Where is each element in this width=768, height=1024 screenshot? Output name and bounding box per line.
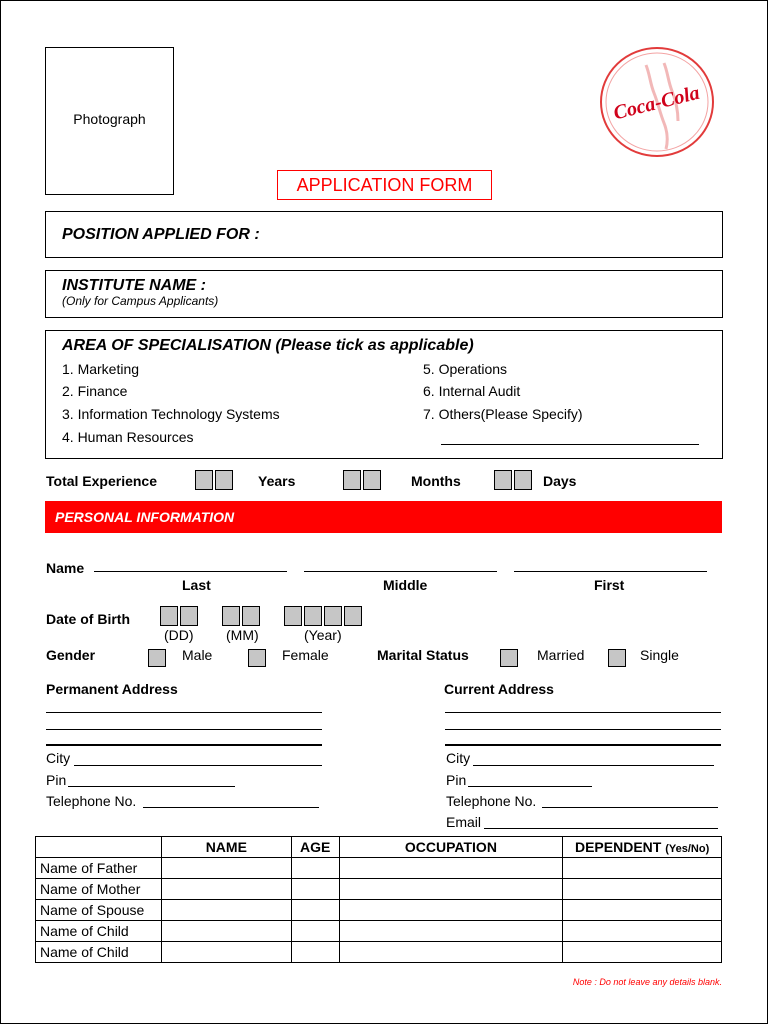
single-label: Single [640, 647, 679, 663]
current-address-heading: Current Address [444, 681, 554, 697]
current-email-label: Email [446, 814, 482, 830]
total-experience-label: Total Experience [46, 473, 158, 489]
permanent-city-label: City [46, 750, 71, 766]
specialisation-item[interactable]: 3. Information Technology Systems [62, 406, 280, 422]
permanent-pin-line[interactable] [68, 786, 235, 787]
others-specify-line[interactable] [441, 444, 699, 445]
institute-name-label: INSTITUTE NAME : [62, 277, 206, 294]
years-label: Years [258, 473, 296, 489]
table-cell-occupation[interactable] [339, 879, 563, 900]
married-checkbox[interactable] [500, 649, 518, 667]
dob-month-cell[interactable] [222, 606, 240, 626]
photograph-box[interactable] [45, 47, 174, 195]
table-cell-occupation[interactable] [339, 900, 563, 921]
single-checkbox[interactable] [608, 649, 626, 667]
page-title: APPLICATION FORM [296, 175, 473, 195]
position-applied-label: POSITION APPLIED FOR : [62, 226, 260, 243]
table-cell-occupation[interactable] [339, 921, 563, 942]
first-name-caption: First [594, 577, 625, 593]
table-cell-name[interactable] [161, 879, 291, 900]
table-cell-age[interactable] [291, 879, 339, 900]
current-telephone-label: Telephone No. [446, 793, 537, 809]
table-cell-dependent[interactable] [563, 900, 722, 921]
middle-name-line[interactable] [304, 571, 497, 572]
dob-day-cell[interactable] [180, 606, 198, 626]
male-checkbox[interactable] [148, 649, 166, 667]
permanent-address-heading: Permanent Address [46, 681, 178, 697]
table-cell-age[interactable] [291, 900, 339, 921]
dependent-header-label: DEPENDENT [574, 839, 662, 855]
row-label: Name of Mother [36, 879, 162, 900]
institute-name-field[interactable] [45, 270, 723, 318]
permanent-telephone-line[interactable] [143, 807, 319, 808]
table-cell-occupation[interactable] [339, 942, 563, 963]
permanent-pin-label: Pin [46, 772, 67, 788]
dependent-header-suffix: (Yes/No) [665, 843, 710, 855]
table-header-row [36, 837, 722, 858]
table-header-cell [36, 837, 162, 858]
experience-days-cell[interactable] [514, 470, 532, 490]
photograph-label: Photograph [73, 111, 146, 127]
family-details-table [35, 836, 722, 963]
dob-year-cell[interactable] [344, 606, 362, 626]
table-cell-name[interactable] [161, 942, 291, 963]
current-pin-line[interactable] [468, 786, 592, 787]
table-cell-age[interactable] [291, 921, 339, 942]
current-address-line[interactable] [445, 744, 721, 746]
table-cell-age[interactable] [291, 858, 339, 879]
current-city-label: City [446, 750, 471, 766]
experience-years-cell[interactable] [215, 470, 233, 490]
table-row [36, 879, 722, 900]
table-row [36, 858, 722, 879]
experience-years-cell[interactable] [195, 470, 213, 490]
experience-months-cell[interactable] [363, 470, 381, 490]
married-label: Married [537, 647, 585, 663]
permanent-city-line[interactable] [74, 765, 322, 766]
specialisation-item[interactable]: 1. Marketing [62, 361, 140, 377]
permanent-address-line[interactable] [46, 744, 322, 746]
dob-month-cell[interactable] [242, 606, 260, 626]
specialisation-item[interactable]: 6. Internal Audit [423, 383, 521, 399]
current-address-line[interactable] [445, 712, 721, 713]
table-cell-age[interactable] [291, 942, 339, 963]
table-header-occupation: OCCUPATION [339, 837, 563, 858]
table-header-name: NAME [161, 837, 291, 858]
table-row [36, 900, 722, 921]
marital-status-label: Marital Status [377, 647, 469, 663]
last-name-line[interactable] [94, 571, 287, 572]
dob-label: Date of Birth [46, 611, 130, 627]
days-label: Days [543, 473, 577, 489]
institute-note: (Only for Campus Applicants) [62, 294, 219, 308]
specialisation-box [45, 330, 723, 459]
dob-year-cell[interactable] [324, 606, 342, 626]
table-cell-dependent[interactable] [563, 942, 722, 963]
svg-text:Coca-Cola: Coca-Cola [611, 81, 702, 125]
coca-cola-logo [598, 45, 716, 160]
personal-information-header [45, 501, 722, 533]
female-checkbox[interactable] [248, 649, 266, 667]
experience-months-cell[interactable] [343, 470, 361, 490]
experience-days-cell[interactable] [494, 470, 512, 490]
middle-name-caption: Middle [383, 577, 428, 593]
dob-mm-caption: (MM) [226, 627, 259, 643]
specialisation-heading: AREA OF SPECIALISATION (Please tick as applicable) [62, 337, 474, 354]
table-cell-occupation[interactable] [339, 858, 563, 879]
dob-dd-caption: (DD) [164, 627, 194, 643]
last-name-caption: Last [182, 577, 211, 593]
table-row [36, 942, 722, 963]
table-cell-dependent[interactable] [563, 879, 722, 900]
specialisation-item[interactable]: 4. Human Resources [62, 429, 194, 445]
current-pin-label: Pin [446, 772, 467, 788]
first-name-line[interactable] [514, 571, 707, 572]
current-email-line[interactable] [484, 828, 718, 829]
table-header-dependent [563, 837, 722, 858]
female-label: Female [282, 647, 329, 663]
application-form-title-box [277, 170, 492, 200]
male-label: Male [182, 647, 213, 663]
row-label: Name of Father [36, 858, 162, 879]
gender-label: Gender [46, 647, 96, 663]
table-header-age: AGE [291, 837, 339, 858]
row-label: Name of Child [36, 921, 162, 942]
current-city-line[interactable] [473, 765, 714, 766]
table-cell-dependent[interactable] [563, 921, 722, 942]
table-cell-name[interactable] [161, 900, 291, 921]
position-applied-field[interactable] [45, 211, 723, 258]
name-label: Name [46, 560, 85, 576]
permanent-address-line[interactable] [46, 712, 322, 713]
dob-year-cell[interactable] [304, 606, 322, 626]
row-label: Name of Spouse [36, 900, 162, 921]
row-label: Name of Child [36, 942, 162, 963]
dob-year-caption: (Year) [304, 627, 342, 643]
table-cell-name[interactable] [161, 921, 291, 942]
permanent-address-line[interactable] [46, 729, 322, 730]
dob-day-cell[interactable] [160, 606, 178, 626]
footer-note: Note : Do not leave any details blank. [572, 977, 722, 987]
personal-information-label: PERSONAL INFORMATION [55, 509, 235, 525]
months-label: Months [411, 473, 461, 489]
table-cell-name[interactable] [161, 858, 291, 879]
specialisation-item[interactable]: 2. Finance [62, 383, 128, 399]
table-row [36, 921, 722, 942]
table-cell-dependent[interactable] [563, 858, 722, 879]
specialisation-item[interactable]: 5. Operations [423, 361, 508, 377]
specialisation-item[interactable]: 7. Others(Please Specify) [423, 406, 583, 422]
current-address-line[interactable] [445, 729, 721, 730]
permanent-telephone-label: Telephone No. [46, 793, 137, 809]
current-telephone-line[interactable] [542, 807, 718, 808]
logo-seal-icon [598, 45, 716, 160]
dob-year-cell[interactable] [284, 606, 302, 626]
